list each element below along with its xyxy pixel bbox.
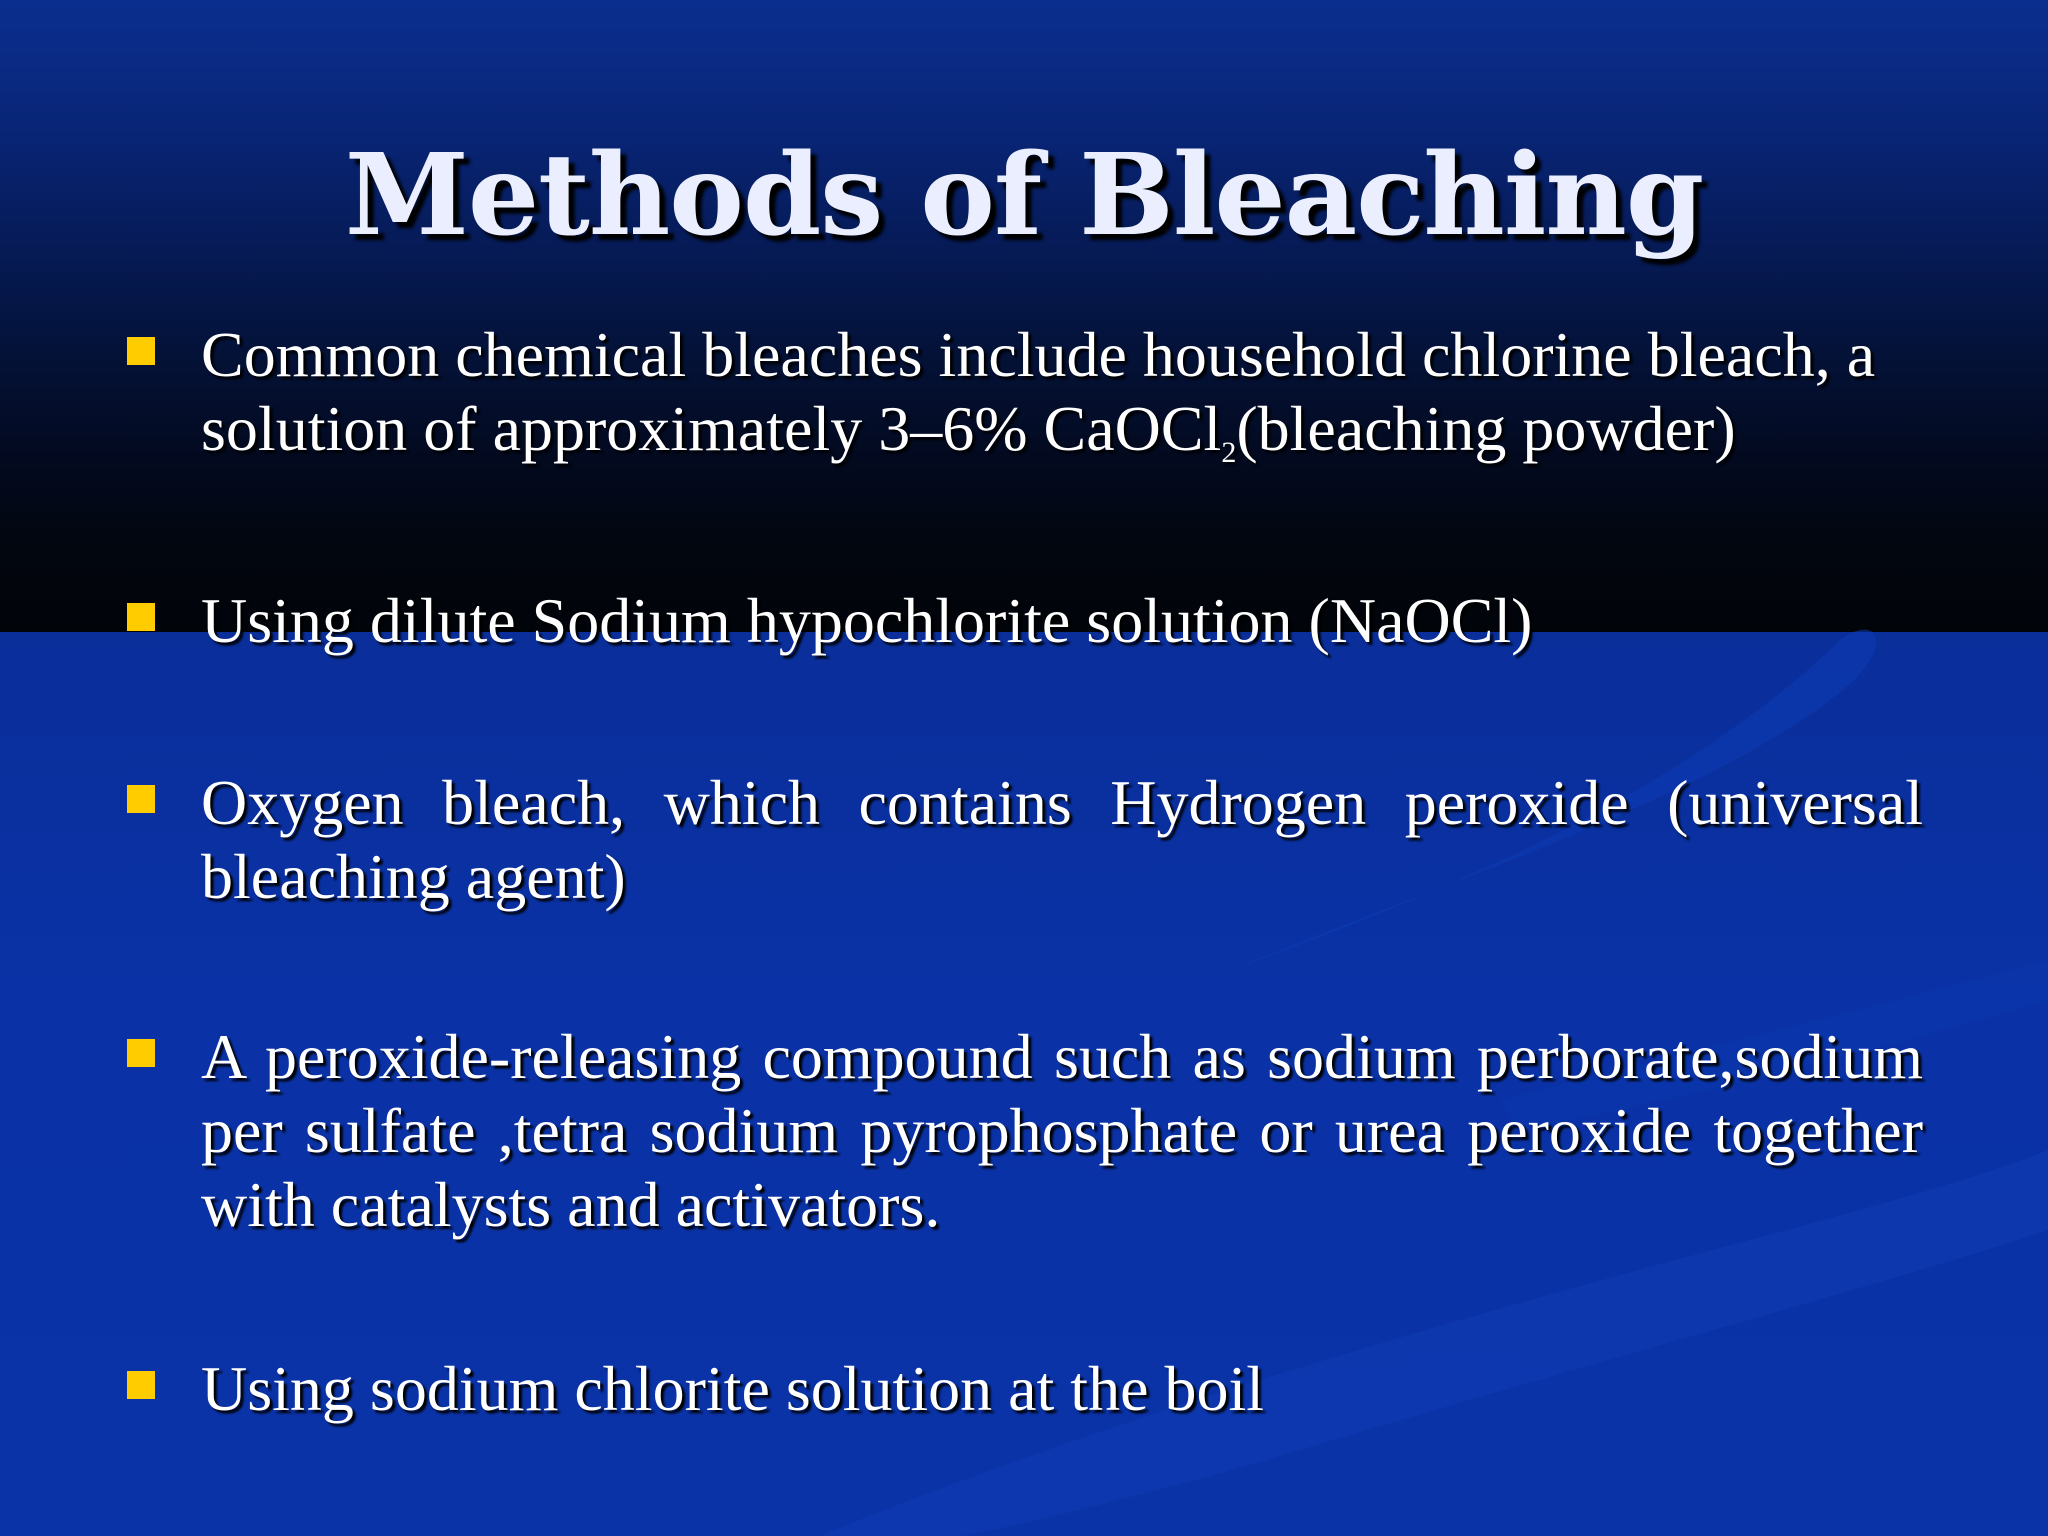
bullet-text-line: (bleaching powder) [1236,393,1736,464]
bullet-text-line: Common chemical bleaches include household chlorine bleach, a [201,319,1876,390]
bullet-marker-icon [127,785,155,813]
bullet-text: Oxygen bleach, which contains Hydrogen peroxide (universal bleaching agent) [201,767,1923,912]
bullet-text: Using dilute Sodium hypochlorite solution (NaOCl) [201,585,1533,656]
bullet-marker-icon [127,603,155,631]
bullet-marker-icon [127,337,155,365]
bullet-text [201,318,1923,469]
bullet-marker-icon [127,1371,155,1399]
slide-title: Methods of Bleaching [344,130,1704,261]
subscript: 2 [1221,436,1237,469]
bullet-text: A peroxide-releasing compound such as sodium perborate,sodium per sulfate ,tetra sodium pyrophosphate or urea peroxide together with catalysts and activators. [201,1021,1923,1240]
bullet-marker-icon [127,1039,155,1067]
bullet-text: Using sodium chlorite solution at the boil [201,1353,1265,1424]
bullet-text-line: solution of approximately 3–6% CaOCl [201,393,1222,464]
